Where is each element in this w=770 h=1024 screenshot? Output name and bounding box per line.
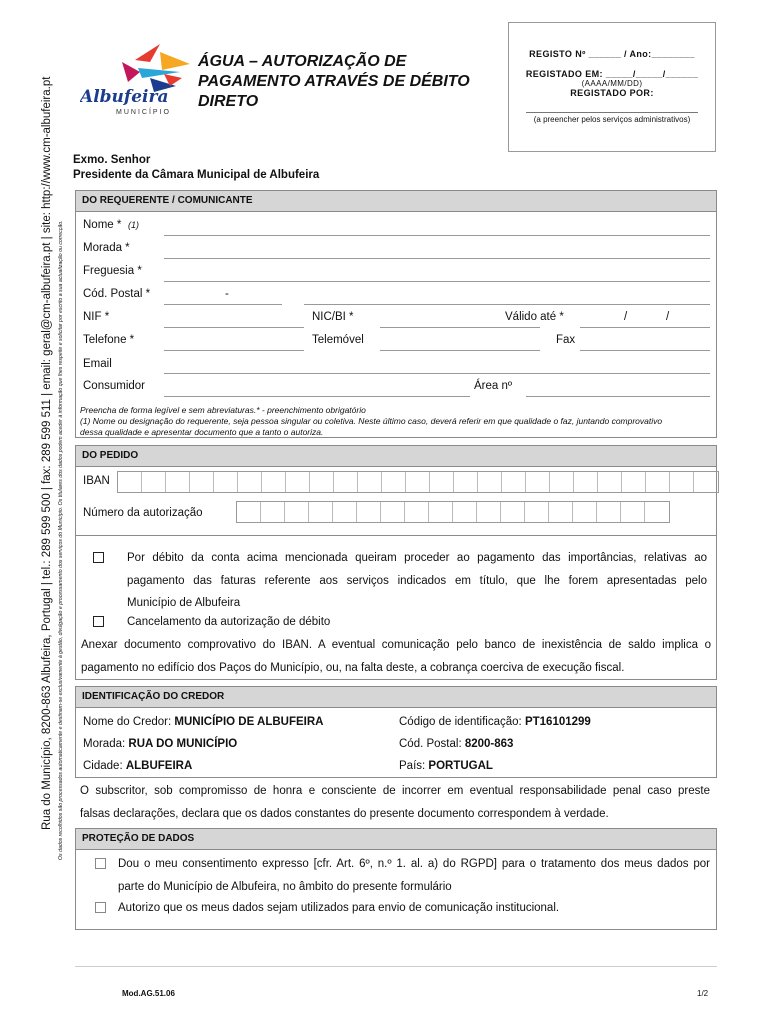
requerente-note-2: (1) Nome ou designação do requerente, seja pessoa singular ou coletiva. Neste último caso, deverá referir em que qualidade o faz, juntando comprovativo [80,416,663,426]
page-number: 1/2 [697,989,709,998]
telemovel-field[interactable] [380,350,540,351]
credor-codigo-value: PT16101299 [524,716,591,728]
telefone-field[interactable] [164,350,304,351]
title-line-1: ÁGUA – AUTORIZAÇÃO DE [198,53,407,70]
localidade-field[interactable] [304,304,710,305]
freguesia-label: Freguesia * [83,265,142,277]
credor-cod-postal [399,738,513,750]
cod-postal-dash: - [225,288,229,300]
credor-section [75,686,717,778]
credor-cp-value: 8200-863 [464,738,514,750]
credor-cp-label: Cód. Postal: [399,738,465,750]
nic-field[interactable] [380,327,540,328]
opt1-line-1: Por débito da conta acima mencionada queiram proceder ao pagamento das importâncias, relativas ao [127,552,707,564]
morada-label: Morada * [83,242,130,254]
opt1-line-3: Município de Albufeira [127,597,241,609]
requerente-note-3: dessa qualidade e apresentar documento que a tanto o autoriza. [80,427,324,437]
fax-label: Fax [556,334,576,346]
nif-field[interactable] [164,327,304,328]
registado-em-line: REGISTADO EM: _____/_____/______ [525,69,699,79]
credor-codigo [399,716,591,728]
iban-input[interactable] [117,471,719,493]
cancel-authorization-text: Cancelamento da autorização de débito [127,616,331,628]
registado-por-label: REGISTADO POR: [570,88,654,98]
title-line-2: PAGAMENTO ATRAVÉS DE DÉBITO [198,73,470,90]
registado-format: (AAAA/MM/DD) [581,79,643,88]
telefone-label: Telefone * [83,334,135,346]
form-code: Mod.AG.51.06 [122,989,175,998]
side-privacy-text: Os dados recolhidos são processados automaticamente e destinam-se exclusivamente à gestão, divulgação e processamento dos serviços do Município. Os titulares dos dados podem aceder à informação que lhes respeite e solicitar por escrito a sua actualização ou correcção. [58,220,64,860]
credor-cidade-value: ALBUFEIRA [125,760,193,772]
nic-label: NIC/BI * [312,311,354,323]
pedido-section [75,445,717,680]
iban-label: IBAN [83,475,110,487]
nome-ref: (1) [128,220,139,230]
credor-cidade-label: Cidade: [83,760,126,772]
debit-authorization-checkbox[interactable] [93,552,104,563]
cod-postal-label: Cód. Postal * [83,288,151,300]
email-field[interactable] [164,373,710,374]
consent-gdpr-checkbox[interactable] [95,858,106,869]
credor-morada-value: RUA DO MUNICÍPIO [128,738,238,750]
credor-morada [83,738,237,750]
requerente-section [75,190,717,438]
area-field[interactable] [526,396,710,397]
annex-line-1: Anexar documento comprovativo do IBAN. A eventual comunicação pelo banco de inexistência de saldo implica o [81,639,711,651]
valido-label: Válido até * [505,311,564,323]
num-autorizacao-label: Número da autorização [83,507,203,519]
credor-morada-label: Morada: [83,738,129,750]
nome-label: Nome * [83,219,122,231]
pedido-divider [76,535,716,536]
registo-number-line: REGISTO Nº ______ / Ano:________ [529,49,695,59]
footer-divider [75,966,717,967]
annex-text [81,634,711,679]
cancel-authorization-checkbox[interactable] [93,616,104,627]
consent-line-2: parte do Município de Albufeira, no âmbito do presente formulário [118,880,452,893]
fax-field[interactable] [580,350,710,351]
credor-nome-label: Nome do Credor: [83,716,175,728]
nif-label: NIF * [83,311,110,323]
credor-pais [399,760,493,772]
valido-slash-2: / [666,311,670,323]
consent-communication-text: Autorizo que os meus dados sejam utilizados para envio de comunicação institucional. [118,902,560,914]
freguesia-field[interactable] [164,281,710,282]
consent-communication-checkbox[interactable] [95,902,106,913]
logo-name: Albufeira [80,87,169,107]
requerente-note-1: Preencha de forma legível e sem abreviaturas.* - preenchimento obrigatório [80,405,366,415]
protecao-section [75,828,717,930]
document-title [198,52,488,112]
title-line-3: DIRETO [198,93,259,110]
telemovel-label: Telemóvel [312,334,364,346]
salutation-line-1: Exmo. Senhor [73,154,151,166]
consent-line-1: Dou o meu consentimento expresso [cfr. Art. 6º, n.º 1. al. a) do RGPD] para o tratamento dos meus dados por [118,858,710,870]
valido-field[interactable] [580,327,710,328]
albufeira-logo [80,42,200,117]
salutation-line-2: Presidente da Câmara Municipal de Albufeira [73,169,320,181]
logo-sub: MUNICÍPIO [116,109,171,116]
credor-pais-label: País: [399,760,429,772]
nome-field[interactable] [164,235,710,236]
salutation [73,153,319,183]
consumidor-label: Consumidor [83,380,145,392]
protecao-header: PROTEÇÃO DE DADOS [76,829,716,850]
cod-postal-field[interactable] [164,304,282,305]
credor-pais-value: PORTUGAL [428,760,493,772]
credor-nome [83,716,323,728]
declaration-line-2: falsas declarações, declara que os dados constantes do presente documento correspondem à verdade. [80,807,609,820]
consumidor-field[interactable] [164,396,470,397]
declaration-line-1: O subscritor, sob compromisso de honra e consciente de incorrer em eventual responsabilidade penal caso preste [80,785,710,797]
registado-por-line [526,112,698,113]
declaration-text [80,780,710,825]
email-label: Email [83,358,112,370]
credor-cidade [83,760,192,772]
credor-codigo-label: Código de identificação: [399,716,525,728]
consent-gdpr-text [118,853,710,898]
registration-box [508,22,716,152]
debit-authorization-text [127,547,707,615]
albufeira-logo-mark [80,42,200,117]
pedido-header: DO PEDIDO [76,446,716,467]
opt1-line-2: pagamento das faturas referente aos serviços indicados em título, que lhe forem apresentadas pelo [127,574,707,587]
registo-note: (a preencher pelos serviços administrativos) [533,115,691,124]
side-address-text: Rua do Município, 8200-863 Albufeira, Portugal | tel.: 289 599 500 | fax: 289 599 511 | email: geral@cm-albufeira.pt | site: http://www.cm-albufeira.pt [41,76,53,830]
credor-header: IDENTIFICAÇÃO DO CREDOR [76,687,716,708]
valido-slash-1: / [624,311,628,323]
morada-field[interactable] [164,258,710,259]
annex-line-2: pagamento no edifício dos Paços do Município, ou, na falta deste, a cobrança coerciva de execução fiscal. [81,661,625,674]
requerente-header: DO REQUERENTE / COMUNICANTE [76,191,716,212]
num-autorizacao-input[interactable] [236,501,670,523]
area-label: Área nº [474,380,513,392]
credor-nome-value: MUNICÍPIO DE ALBUFEIRA [174,716,324,728]
